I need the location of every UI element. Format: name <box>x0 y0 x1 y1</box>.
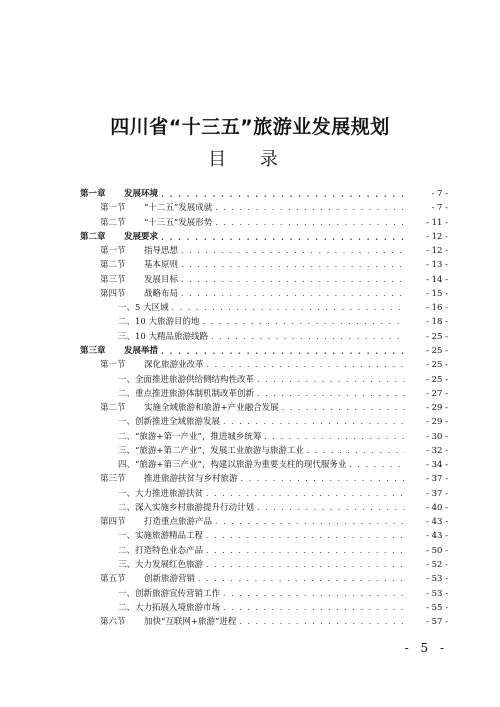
toc-entry-label: 第一节 <box>100 360 126 371</box>
toc-entry-label: 第二节 <box>100 260 126 271</box>
toc-entry-title: 10 大精品旅游线路 <box>135 331 209 342</box>
document-title: 四川省“十三五”旅游业发展规划 <box>110 116 390 138</box>
toc-entry-label: 第四节 <box>100 288 126 299</box>
toc-entry-label: 第一节 <box>100 246 126 257</box>
toc-entry-page: - 16 - <box>426 303 448 314</box>
toc-entry-label: 一、 <box>118 374 136 385</box>
toc-entry-item[interactable] <box>118 428 448 442</box>
toc-entry-label: 第六节 <box>100 617 126 628</box>
toc-entry-title: 5 大区域 <box>135 303 169 314</box>
toc-entry-item[interactable] <box>118 442 448 456</box>
toc-entry-label: 二、 <box>118 317 136 328</box>
toc-entry-section[interactable] <box>100 256 448 270</box>
toc-entry-page: - 25 - <box>426 374 448 385</box>
toc-leader-dots <box>181 260 405 270</box>
toc-entry-title: 大力拓展入境旅游市场 <box>135 602 221 613</box>
toc-entry-page: - 53 - <box>426 574 448 585</box>
toc-entry-page: - 18 - <box>426 317 448 328</box>
toc-entry-title: “十三五”发展形势 <box>144 217 213 228</box>
toc-entry-chapter[interactable] <box>80 185 448 199</box>
toc-entry-section[interactable] <box>100 271 448 285</box>
toc-leader-dots <box>257 389 405 399</box>
toc-entry-page: - 37 - <box>426 474 448 485</box>
toc-leader-dots <box>207 360 405 370</box>
toc-entry-title: 发展举措 <box>124 345 159 356</box>
toc-leader-dots <box>172 303 405 313</box>
toc-entry-chapter[interactable] <box>80 342 448 356</box>
toc-entry-section[interactable] <box>100 242 448 256</box>
toc-entry-page: - 14 - <box>426 274 448 285</box>
toc-entry-section[interactable] <box>100 356 448 370</box>
toc-entry-label: 三、 <box>118 331 136 342</box>
toc-leader-dots <box>239 617 405 627</box>
toc-entry-label: 三、 <box>118 560 136 571</box>
toc-entry-title: 基本原则 <box>144 260 179 271</box>
toc-entry-page: - 11 - <box>426 217 448 228</box>
toc-leader-dots <box>161 232 405 242</box>
toc-entry-page: - 43 - <box>426 517 448 528</box>
toc-entry-label: 第三章 <box>80 345 106 356</box>
toc-leader-dots <box>257 375 405 385</box>
toc-entry-title: “旅游+第三产业”，构建以旅游为重要支柱的现代服务业 <box>135 460 347 471</box>
toc-entry-page: - 50 - <box>426 545 448 556</box>
toc-leader-dots <box>241 474 405 484</box>
toc-entry-page: - 7 - <box>431 203 448 214</box>
toc-entry-item[interactable] <box>118 371 448 385</box>
toc-entry-page: - 12 - <box>426 231 448 242</box>
toc-leader-dots <box>181 275 405 285</box>
toc-entry-title: 指导思想 <box>144 246 179 257</box>
toc-entry-label: 第三节 <box>100 474 126 485</box>
toc-entry-page: - 30 - <box>426 431 448 442</box>
toc-entry-label: 三、 <box>118 445 136 456</box>
toc-entry-title: “旅游+第一产业”，推进城乡统筹 <box>135 431 262 442</box>
toc-entry-label: 第三节 <box>100 274 126 285</box>
toc-entry-page: - 27 - <box>426 388 448 399</box>
toc-entry-page: - 13 - <box>426 260 448 271</box>
toc-entry-page: - 25 - <box>426 345 448 356</box>
toc-entry-page: - 25 - <box>426 360 448 371</box>
page-number: - 5 - <box>404 641 448 655</box>
toc-leader-dots <box>206 546 405 556</box>
toc-entry-page: - 43 - <box>426 531 448 542</box>
toc-entry-section[interactable] <box>100 285 448 299</box>
toc-entry-title: 打造特色业态产品 <box>135 545 204 556</box>
toc-entry-page: - 12 - <box>426 246 448 257</box>
toc-entry-title: 发展要求 <box>124 231 159 242</box>
toc-entry-label: 第二章 <box>80 231 106 242</box>
toc-entry-label: 二、 <box>118 545 136 556</box>
toc-entry-title: 重点推进旅游体制机制改革创新 <box>135 388 255 399</box>
toc-entry-item[interactable] <box>118 499 448 513</box>
toc-entry-item[interactable] <box>118 485 448 499</box>
toc-entry-page: - 37 - <box>426 488 448 499</box>
toc-leader-dots <box>215 203 405 213</box>
toc-entry-item[interactable] <box>118 299 448 313</box>
toc-entry-section[interactable] <box>100 613 448 627</box>
toc-entry-title: 深入实施乡村旅游提升行动计划 <box>135 502 255 513</box>
toc-entry-title: 深化旅游业改革 <box>144 360 204 371</box>
toc-entry-item[interactable] <box>118 413 448 427</box>
toc-leader-dots <box>161 346 405 356</box>
toc-entry-label: 一、 <box>118 488 136 499</box>
toc-entry-label: 二、 <box>118 388 136 399</box>
toc-leader-dots <box>349 460 405 470</box>
toc-heading: 目 录 <box>208 149 292 170</box>
toc-entry-chapter[interactable] <box>80 228 448 242</box>
toc-leader-dots <box>215 517 405 527</box>
toc-entry-label: 第二节 <box>100 217 126 228</box>
toc-leader-dots <box>206 560 405 570</box>
toc-entry-title: 大力发展红色旅游 <box>135 560 204 571</box>
toc-entry-page: - 40 - <box>426 502 448 513</box>
toc-leader-dots <box>223 603 405 613</box>
toc-entry-item[interactable] <box>118 599 448 613</box>
toc-entry-label: 四、 <box>118 460 136 471</box>
toc-entry-item[interactable] <box>118 556 448 570</box>
toc-entry-label: 二、 <box>118 602 136 613</box>
toc-entry-label: 一、 <box>118 588 136 599</box>
toc-entry-page: - 57 - <box>426 617 448 628</box>
toc-entry-title: 创新推进全域旅游发展 <box>135 417 221 428</box>
toc-leader-dots <box>257 503 405 513</box>
toc-entry-section[interactable] <box>100 199 448 213</box>
toc-entry-page: - 53 - <box>426 588 448 599</box>
toc-leader-dots <box>264 432 405 442</box>
toc-entry-title: 战略布局 <box>144 288 179 299</box>
toc-entry-page: - 29 - <box>426 403 448 414</box>
toc-leader-dots <box>206 489 405 499</box>
toc-entry-page: - 15 - <box>426 288 448 299</box>
toc-entry-section[interactable] <box>100 513 448 527</box>
toc-entry-item[interactable] <box>118 527 448 541</box>
toc-entry-label: 二、 <box>118 431 136 442</box>
toc-entry-title: 创新旅游营销 <box>144 574 196 585</box>
toc-entry-item[interactable] <box>118 456 448 470</box>
toc-entry-title: 大力推进旅游扶贫 <box>135 488 204 499</box>
toc-leader-dots <box>181 289 405 299</box>
toc-entry-label: 第四节 <box>100 517 126 528</box>
toc-leader-dots <box>198 574 405 584</box>
toc-entry-title: 发展目标 <box>144 274 179 285</box>
toc-entry-page: - 32 - <box>426 445 448 456</box>
toc-entry-page: - 55 - <box>426 602 448 613</box>
toc-entry-title: 实施旅游精品工程 <box>135 531 204 542</box>
toc-leader-dots <box>203 317 405 327</box>
toc-entry-title: 创新旅游宣传营销工作 <box>135 588 221 599</box>
toc-entry-title: 加快“互联网+旅游”进程 <box>144 617 237 628</box>
toc-entry-page: - 52 - <box>426 560 448 571</box>
toc-entry-label: 二、 <box>118 502 136 513</box>
toc-entry-section[interactable] <box>100 570 448 584</box>
toc-leader-dots <box>181 246 405 256</box>
toc-entry-title: “十二五”发展成就 <box>144 203 213 214</box>
toc-entry-section[interactable] <box>100 470 448 484</box>
toc-leader-dots <box>161 189 405 199</box>
toc-entry-page: - 29 - <box>426 417 448 428</box>
toc-entry-label: 第二节 <box>100 403 126 414</box>
toc-entry-title: 打造重点旅游产品 <box>144 517 213 528</box>
toc-entry-label: 一、 <box>118 417 136 428</box>
toc-entry-label: 第五节 <box>100 574 126 585</box>
toc-entry-section[interactable] <box>100 214 448 228</box>
toc-leader-dots <box>307 446 405 456</box>
toc-entry-page: - 25 - <box>426 331 448 342</box>
toc-entry-title: “旅游+第二产业”，发展工业旅游与旅游工业 <box>135 445 304 456</box>
toc-entry-page: - 34 - <box>426 460 448 471</box>
toc-entry-title: 全面推进旅游供给侧结构性改革 <box>135 374 255 385</box>
toc-leader-dots <box>211 332 405 342</box>
toc-entry-label: 第一章 <box>80 189 106 199</box>
toc-entry-label: 一、 <box>118 531 136 542</box>
toc-entry-title: 10 大旅游目的地 <box>135 317 200 328</box>
toc-entry-item[interactable] <box>118 385 448 399</box>
toc-leader-dots <box>206 531 405 541</box>
toc-entry-item[interactable] <box>118 328 448 342</box>
toc-entry-item[interactable] <box>118 313 448 327</box>
toc-entry-section[interactable] <box>100 399 448 413</box>
toc-entry-title: 推进旅游扶贫与乡村旅游 <box>144 474 238 485</box>
toc-entry-label: 一、 <box>118 303 136 314</box>
toc-entry-item[interactable] <box>118 585 448 599</box>
toc-leader-dots <box>223 417 405 427</box>
toc-leader-dots <box>282 403 405 413</box>
toc-leader-dots <box>215 218 405 228</box>
toc-entry-title: 实施全域旅游和旅游+产业融合发展 <box>144 403 279 414</box>
toc-entry-item[interactable] <box>118 542 448 556</box>
toc-entry-label: 第一节 <box>100 203 126 214</box>
toc-entry-title: 发展环境 <box>124 189 159 199</box>
toc-leader-dots <box>223 589 405 599</box>
toc-entry-page: - 7 - <box>431 189 448 199</box>
